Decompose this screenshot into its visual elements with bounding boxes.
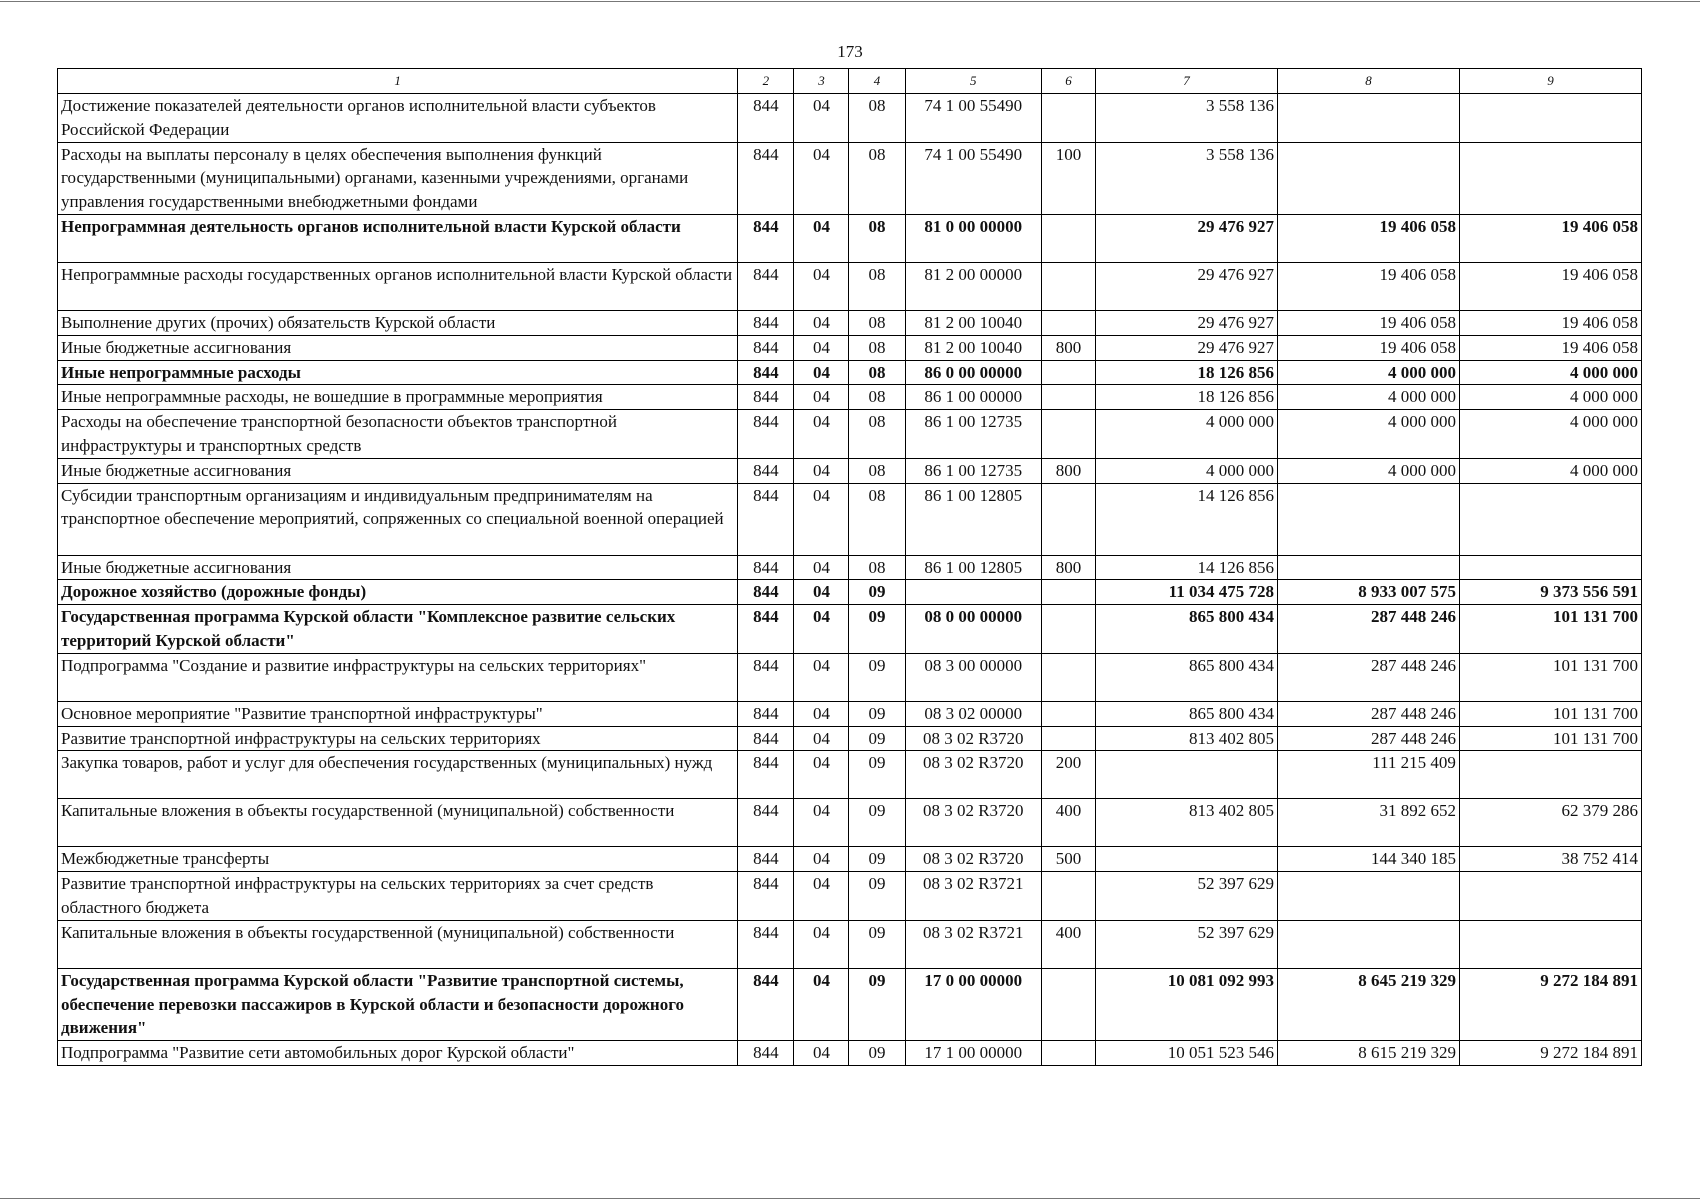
row-code-4: 09 [849,751,905,799]
row-name: Субсидии транспортным организациям и индивидуальным предпринимателям на транспортное обеспечение мероприятий, сопряженных со специальной военной операцией [58,483,738,555]
table-row [58,385,1642,410]
row-amount-9: 4 000 000 [1459,410,1641,459]
row-code-3: 04 [794,555,849,580]
row-code-3: 04 [794,701,849,726]
row-amount-8: 19 406 058 [1277,214,1459,262]
row-code-2: 844 [738,360,794,385]
row-amount-9: 101 131 700 [1459,701,1641,726]
row-amount-7 [1095,847,1277,872]
row-code-5: 08 3 02 R3720 [905,726,1041,751]
row-amount-7: 813 402 805 [1095,726,1277,751]
row-code-3: 04 [794,847,849,872]
row-code-4: 08 [849,214,905,262]
row-code-4: 09 [849,701,905,726]
row-amount-9: 9 272 184 891 [1459,968,1641,1040]
row-code-5: 08 3 02 R3720 [905,799,1041,847]
row-code-6 [1042,483,1096,555]
row-code-6 [1042,214,1096,262]
row-amount-7: 18 126 856 [1095,385,1277,410]
row-code-6 [1042,872,1096,921]
row-code-2: 844 [738,310,794,335]
row-code-3: 04 [794,1041,849,1066]
row-code-3: 04 [794,94,849,143]
row-name: Развитие транспортной инфраструктуры на сельских территориях за счет средств областного бюджета [58,872,738,921]
row-amount-8: 4 000 000 [1277,410,1459,459]
row-amount-7: 29 476 927 [1095,335,1277,360]
row-amount-9: 19 406 058 [1459,310,1641,335]
row-code-3: 04 [794,799,849,847]
row-code-5: 81 2 00 00000 [905,262,1041,310]
row-code-6 [1042,385,1096,410]
row-code-3: 04 [794,920,849,968]
row-code-2: 844 [738,335,794,360]
row-amount-9 [1459,94,1641,143]
row-amount-9 [1459,872,1641,921]
row-amount-8 [1277,142,1459,214]
row-amount-8 [1277,555,1459,580]
table-row [58,726,1642,751]
row-code-5: 17 1 00 00000 [905,1041,1041,1066]
row-code-3: 04 [794,262,849,310]
row-code-2: 844 [738,605,794,654]
row-code-5: 81 0 00 00000 [905,214,1041,262]
row-code-6: 400 [1042,799,1096,847]
row-code-4: 08 [849,458,905,483]
row-code-5: 81 2 00 10040 [905,310,1041,335]
row-code-2: 844 [738,799,794,847]
row-code-6: 100 [1042,142,1096,214]
row-amount-7: 10 081 092 993 [1095,968,1277,1040]
page-number: 173 [837,42,863,61]
row-code-4: 09 [849,920,905,968]
table-row [58,214,1642,262]
column-header: 5 [905,69,1041,94]
row-amount-8: 287 448 246 [1277,653,1459,701]
row-code-3: 04 [794,605,849,654]
row-amount-7: 52 397 629 [1095,920,1277,968]
row-code-5: 08 3 02 R3720 [905,751,1041,799]
table-row [58,360,1642,385]
table-row [58,335,1642,360]
row-name: Капитальные вложения в объекты государственной (муниципальной) собственности [58,799,738,847]
budget-table [57,68,1642,1066]
row-amount-7: 10 051 523 546 [1095,1041,1277,1066]
row-amount-7: 865 800 434 [1095,701,1277,726]
row-code-4: 09 [849,580,905,605]
row-name: Дорожное хозяйство (дорожные фонды) [58,580,738,605]
row-code-3: 04 [794,483,849,555]
table-body [58,94,1642,1066]
row-amount-9 [1459,555,1641,580]
table-row [58,968,1642,1040]
row-amount-8: 8 933 007 575 [1277,580,1459,605]
row-code-5: 08 0 00 00000 [905,605,1041,654]
row-amount-7 [1095,751,1277,799]
table-row [58,483,1642,555]
row-code-6: 500 [1042,847,1096,872]
row-code-6 [1042,360,1096,385]
row-code-5: 81 2 00 10040 [905,335,1041,360]
row-amount-8: 287 448 246 [1277,605,1459,654]
row-code-5: 08 3 02 R3721 [905,920,1041,968]
table-row [58,653,1642,701]
row-code-4: 09 [849,605,905,654]
row-code-2: 844 [738,653,794,701]
row-amount-8 [1277,483,1459,555]
row-amount-9: 9 272 184 891 [1459,1041,1641,1066]
row-amount-7: 4 000 000 [1095,458,1277,483]
row-code-6: 400 [1042,920,1096,968]
row-code-4: 08 [849,360,905,385]
row-amount-7: 14 126 856 [1095,555,1277,580]
row-name: Капитальные вложения в объекты государственной (муниципальной) собственности [58,920,738,968]
row-code-2: 844 [738,1041,794,1066]
column-header: 2 [738,69,794,94]
row-code-6 [1042,262,1096,310]
row-amount-7: 3 558 136 [1095,94,1277,143]
row-code-4: 08 [849,94,905,143]
row-amount-9 [1459,751,1641,799]
row-amount-9: 101 131 700 [1459,605,1641,654]
column-header: 4 [849,69,905,94]
row-code-6 [1042,653,1096,701]
row-code-3: 04 [794,751,849,799]
row-amount-8: 19 406 058 [1277,310,1459,335]
row-name: Государственная программа Курской области "Комплексное развитие сельских территорий Курской области" [58,605,738,654]
row-amount-8: 4 000 000 [1277,458,1459,483]
row-code-2: 844 [738,483,794,555]
row-amount-8: 19 406 058 [1277,262,1459,310]
row-amount-9: 9 373 556 591 [1459,580,1641,605]
row-amount-9: 19 406 058 [1459,335,1641,360]
row-code-2: 844 [738,262,794,310]
row-code-3: 04 [794,653,849,701]
row-code-6: 200 [1042,751,1096,799]
row-name: Расходы на выплаты персоналу в целях обеспечения выполнения функций государственными (муниципальными) органами, казенными учреждениями, органами управления государственными внебюджетными фондами [58,142,738,214]
row-code-4: 08 [849,410,905,459]
row-code-2: 844 [738,872,794,921]
row-amount-7: 14 126 856 [1095,483,1277,555]
column-header: 9 [1459,69,1641,94]
row-code-3: 04 [794,726,849,751]
row-code-3: 04 [794,580,849,605]
row-code-3: 04 [794,335,849,360]
row-name: Иные бюджетные ассигнования [58,458,738,483]
row-amount-7: 11 034 475 728 [1095,580,1277,605]
row-amount-9 [1459,920,1641,968]
row-code-5: 08 3 02 R3720 [905,847,1041,872]
row-code-2: 844 [738,701,794,726]
row-code-2: 844 [738,142,794,214]
row-name: Развитие транспортной инфраструктуры на сельских территориях [58,726,738,751]
row-code-6 [1042,701,1096,726]
table-row [58,94,1642,143]
row-amount-8: 4 000 000 [1277,385,1459,410]
row-code-3: 04 [794,458,849,483]
row-code-5: 08 3 02 R3721 [905,872,1041,921]
row-amount-8: 8 615 219 329 [1277,1041,1459,1066]
row-amount-8: 287 448 246 [1277,726,1459,751]
row-amount-8 [1277,920,1459,968]
row-code-6 [1042,410,1096,459]
row-code-2: 844 [738,214,794,262]
row-code-4: 08 [849,262,905,310]
row-name: Государственная программа Курской области "Развитие транспортной системы, обеспечение перевозки пассажиров в Курской области и безопасности дорожного движения" [58,968,738,1040]
row-code-5: 86 1 00 12735 [905,458,1041,483]
row-amount-7: 3 558 136 [1095,142,1277,214]
column-number-row [58,69,1642,94]
row-code-2: 844 [738,555,794,580]
table-row [58,701,1642,726]
row-code-4: 08 [849,555,905,580]
row-code-4: 09 [849,653,905,701]
row-name: Иные бюджетные ассигнования [58,335,738,360]
row-amount-7: 813 402 805 [1095,799,1277,847]
table-row [58,458,1642,483]
row-code-2: 844 [738,920,794,968]
row-code-4: 09 [849,799,905,847]
table-row [58,262,1642,310]
row-code-2: 844 [738,94,794,143]
scan-bottom-edge [0,1198,1700,1199]
row-amount-9 [1459,483,1641,555]
row-code-5: 86 1 00 00000 [905,385,1041,410]
row-code-6 [1042,968,1096,1040]
row-amount-9: 19 406 058 [1459,214,1641,262]
row-code-6 [1042,605,1096,654]
row-amount-7: 29 476 927 [1095,214,1277,262]
row-code-5: 86 0 00 00000 [905,360,1041,385]
row-code-5: 86 1 00 12735 [905,410,1041,459]
row-amount-9: 62 379 286 [1459,799,1641,847]
row-amount-9: 38 752 414 [1459,847,1641,872]
row-code-2: 844 [738,726,794,751]
row-code-4: 08 [849,142,905,214]
row-amount-7: 52 397 629 [1095,872,1277,921]
column-header: 3 [794,69,849,94]
row-amount-9: 4 000 000 [1459,360,1641,385]
column-header: 6 [1042,69,1096,94]
row-amount-8: 4 000 000 [1277,360,1459,385]
row-amount-9: 101 131 700 [1459,653,1641,701]
row-code-3: 04 [794,310,849,335]
row-amount-8 [1277,94,1459,143]
row-name: Расходы на обеспечение транспортной безопасности объектов транспортной инфраструктуры и транспортных средств [58,410,738,459]
row-amount-7: 4 000 000 [1095,410,1277,459]
row-amount-7: 18 126 856 [1095,360,1277,385]
row-name: Межбюджетные трансферты [58,847,738,872]
row-code-5: 86 1 00 12805 [905,483,1041,555]
table-row [58,847,1642,872]
row-code-4: 09 [849,847,905,872]
scan-top-edge [0,1,1700,2]
row-code-2: 844 [738,410,794,459]
row-code-5: 86 1 00 12805 [905,555,1041,580]
table-row [58,605,1642,654]
row-code-6 [1042,310,1096,335]
row-code-5 [905,580,1041,605]
row-name: Основное мероприятие "Развитие транспортной инфраструктуры" [58,701,738,726]
row-code-4: 09 [849,1041,905,1066]
row-name: Выполнение других (прочих) обязательств Курской области [58,310,738,335]
row-code-4: 08 [849,335,905,360]
row-code-4: 08 [849,483,905,555]
row-code-3: 04 [794,872,849,921]
row-amount-8: 8 645 219 329 [1277,968,1459,1040]
row-name: Подпрограмма "Развитие сети автомобильных дорог Курской области" [58,1041,738,1066]
row-code-5: 17 0 00 00000 [905,968,1041,1040]
row-amount-8: 31 892 652 [1277,799,1459,847]
row-code-5: 74 1 00 55490 [905,94,1041,143]
row-code-3: 04 [794,968,849,1040]
row-name: Непрограммная деятельность органов исполнительной власти Курской области [58,214,738,262]
table-row [58,142,1642,214]
row-code-4: 09 [849,968,905,1040]
row-code-5: 08 3 00 00000 [905,653,1041,701]
row-code-4: 08 [849,310,905,335]
row-amount-9: 101 131 700 [1459,726,1641,751]
row-code-6 [1042,94,1096,143]
row-amount-8: 111 215 409 [1277,751,1459,799]
row-code-6 [1042,580,1096,605]
row-code-2: 844 [738,385,794,410]
row-name: Закупка товаров, работ и услуг для обеспечения государственных (муниципальных) нужд [58,751,738,799]
row-code-4: 09 [849,726,905,751]
row-code-3: 04 [794,360,849,385]
row-code-2: 844 [738,847,794,872]
row-name: Непрограммные расходы государственных органов исполнительной власти Курской области [58,262,738,310]
row-amount-9: 19 406 058 [1459,262,1641,310]
table-row [58,410,1642,459]
row-code-3: 04 [794,410,849,459]
row-amount-8: 19 406 058 [1277,335,1459,360]
column-header: 8 [1277,69,1459,94]
table-row [58,580,1642,605]
row-amount-8: 144 340 185 [1277,847,1459,872]
table-row [58,751,1642,799]
row-amount-9: 4 000 000 [1459,458,1641,483]
row-name: Иные бюджетные ассигнования [58,555,738,580]
row-amount-9: 4 000 000 [1459,385,1641,410]
row-amount-7: 865 800 434 [1095,605,1277,654]
column-header: 7 [1095,69,1277,94]
row-amount-9 [1459,142,1641,214]
row-code-2: 844 [738,751,794,799]
table-row [58,920,1642,968]
row-code-2: 844 [738,968,794,1040]
row-code-2: 844 [738,458,794,483]
row-name: Иные непрограммные расходы [58,360,738,385]
row-code-5: 08 3 02 00000 [905,701,1041,726]
row-code-5: 74 1 00 55490 [905,142,1041,214]
row-code-3: 04 [794,142,849,214]
table-row [58,310,1642,335]
row-code-4: 08 [849,385,905,410]
row-amount-8: 287 448 246 [1277,701,1459,726]
row-code-4: 09 [849,872,905,921]
row-code-6: 800 [1042,335,1096,360]
row-code-3: 04 [794,214,849,262]
row-amount-7: 29 476 927 [1095,310,1277,335]
row-code-2: 844 [738,580,794,605]
table-row [58,799,1642,847]
row-code-6: 800 [1042,555,1096,580]
table-row [58,555,1642,580]
row-amount-7: 29 476 927 [1095,262,1277,310]
row-name: Достижение показателей деятельности органов исполнительной власти субъектов Российской Федерации [58,94,738,143]
row-code-6: 800 [1042,458,1096,483]
row-code-6 [1042,726,1096,751]
row-name: Подпрограмма "Создание и развитие инфраструктуры на сельских территориях" [58,653,738,701]
row-amount-8 [1277,872,1459,921]
row-amount-7: 865 800 434 [1095,653,1277,701]
column-header: 1 [58,69,738,94]
row-name: Иные непрограммные расходы, не вошедшие в программные мероприятия [58,385,738,410]
table-row [58,1041,1642,1066]
row-code-6 [1042,1041,1096,1066]
table-row [58,872,1642,921]
row-code-3: 04 [794,385,849,410]
